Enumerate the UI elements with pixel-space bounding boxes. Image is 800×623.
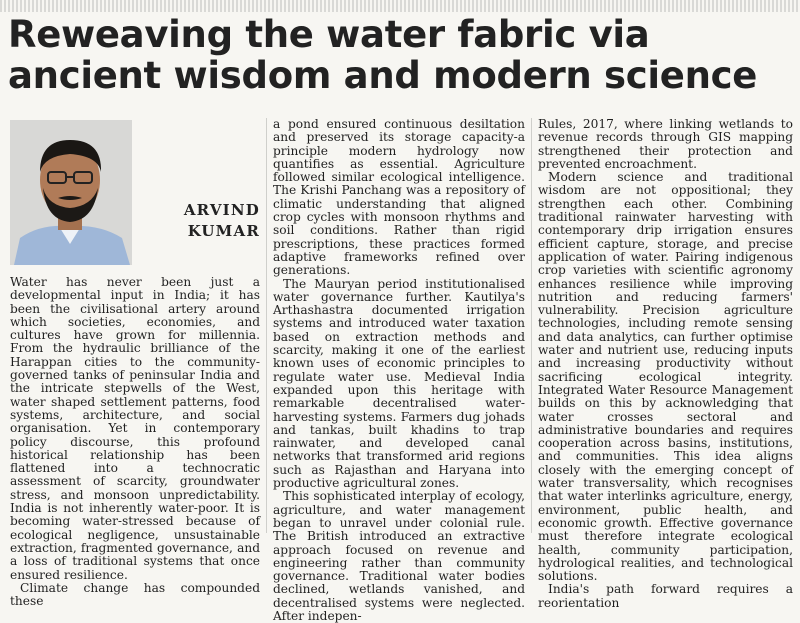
page-top-strip (0, 0, 800, 12)
paragraph: Rules, 2017, where linking wetlands to revenue records through GIS mapping strengthened their protection and prevented encroachment. (538, 117, 793, 171)
paragraph: Climate change has compounded these (10, 580, 260, 609)
article-column-3 (538, 117, 793, 610)
article-column-2 (273, 117, 525, 623)
article-column-1 (10, 275, 260, 609)
paragraph: Water has never been just a developmental input in India; it has been the civilisational artery around which societies, economies, and cultures have grown for millennia. From the hydraulic brilliance of the Harappan cities to the community-governed tanks of peninsular India and the intricate stepwells of the West, water shaped settlement patterns, food systems, architecture, and social organisation. Yet in contemporary policy discourse, this profound historical relationship has been flattened into a technocratic assessment of scarcity, groundwater stress, and monsoon unpredictability. India is not inherently water-poor. It is becoming water-stressed because of ecological negligence, unsustainable extraction, fragmented governance, and a loss of traditional systems that once ensured resilience. (10, 275, 260, 582)
column-divider (531, 118, 532, 533)
paragraph: Modern science and traditional wisdom are not oppositional; they strengthen each other. Combining traditional rainwater harvesting with contemporary drip irrigation ensures efficient capture, storage, and precise application of water. Pairing indigenous crop varieties with scientific agronomy enhances resilience while improving nutrition and reducing farmers' vulnerability. Precision agriculture technologies, including remote sensing and data analytics, can further optimise water and nutrient use, reducing inputs and increasing productivity without sacrificing ecological integrity. Integrated Water Resource Management builds on this by acknowledging that water crosses sectoral and administrative boundaries and requires cooperation across basins, institutions, and communities. This idea aligns closely with the emerging concept of water transversality, which recognises that water interlinks agriculture, energy, environment, public health, and economic growth. Effective governance must therefore integrate ecological health, community participation, hydrological realities, and technological solutions. (538, 170, 793, 584)
author-box (10, 120, 260, 265)
author-last-name: KUMAR (187, 222, 260, 240)
paragraph: India's path forward requires a reorientation (538, 582, 793, 610)
paragraph: This sophisticated interplay of ecology, agriculture, and water management began to unravel under colonial rule. The British introduced an extractive approach focused on revenue and engineering rather than community governance. Traditional water bodies declined, wetlands vanished, and decentralised systems were neglected. After indepen- (273, 489, 525, 623)
author-photo (10, 120, 132, 265)
headline: Reweaving the water fabric via ancient wisdom and modern science (8, 13, 758, 97)
author-portrait-icon (10, 120, 132, 265)
column-divider (266, 118, 267, 533)
paragraph: a pond ensured continuous desiltation and preserved its storage capacity-a principle modern hydrology now quantifies as essential. Agriculture followed similar ecological intelligence. The Krishi Panchang was a repository of climatic understanding that aligned crop cycles with monsoon rhythms and soil conditions. Rather than rigid prescriptions, these practices formed adaptive frameworks refined over generations. (273, 117, 525, 278)
paragraph: The Mauryan period institutionalised water governance further. Kautilya's Arthashastra documented irrigation systems and introduced water taxation based on extraction methods and scarcity, making it one of the earliest known uses of economic principles to regulate water use. Medieval India expanded upon this heritage with remarkable decentralised water-harvesting systems. Farmers dug johads and tankas, built khadins to trap rainwater, and developed canal networks that transformed arid regions such as Rajasthan and Haryana into productive agricultural zones. (273, 276, 525, 491)
author-first-name: ARVIND (183, 201, 260, 219)
author-name (144, 200, 260, 242)
